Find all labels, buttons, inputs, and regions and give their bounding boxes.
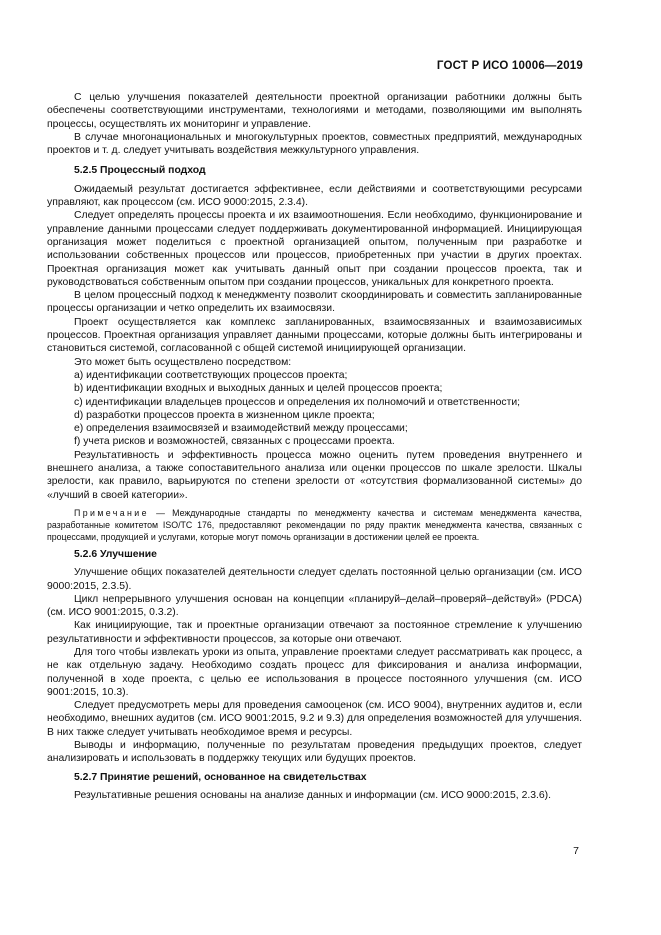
list-item: b) идентификации входных и выходных данных и целей процессов проекта; xyxy=(74,383,443,395)
document-header: ГОСТ Р ИСО 10006—2019 xyxy=(436,60,583,72)
paragraph: С целью улучшения показателей деятельности проектной организации работники должны быть обеспечены соответствующими инструментами, технологиями и методами, позволяющими им выполнять процессы, осуществлять их мониторинг и управление. xyxy=(47,92,582,130)
page-number: 7 xyxy=(573,845,579,857)
paragraph: Как инициирующие, так и проектные организации отвечают за постоянное стремление к улучшению результативности и эффективности процессов, за которые они отвечают. xyxy=(47,620,582,645)
list-item: c) идентификации владельцев процессов и определения их полномочий и ответственности; xyxy=(74,396,521,408)
note-text: — Международные стандарты по менеджменту качества и системам менеджмента качества, разработанные комитетом ISO/TC 176, предоставляют рекомендации по ряду практик менеджмента качества, связанных с процессами, продукцией и услугами, которые могут помочь организации в достижении целей ее проекта. xyxy=(47,507,582,542)
paragraph: Улучшение общих показателей деятельности следует сделать постоянной целью организации (см. ИСО 9000:2015, 2.3.5). xyxy=(47,567,582,592)
paragraph: Выводы и информацию, полученные по результатам проведения предыдущих проектов, следует анализировать и использовать в поддержку текущих или будущих проектов. xyxy=(47,740,582,765)
paragraph: В случае многонациональных и многокультурных проектов, совместных предприятий, международных проектов и т. д. следует учитывать воздействия межкультурного управления. xyxy=(47,131,582,157)
paragraph: Проект осуществляется как комплекс запланированных, взаимосвязанных и взаимозависимых процессов. Проектная организация управляет данными процессами, которые должны быть интегрированы и становиться системой, согласованной с общей системой инициирующей организации. xyxy=(47,316,582,355)
list-item: f) учета рисков и возможностей, связанных с процессами проекта. xyxy=(74,436,395,448)
paragraph: Результативные решения основаны на анализе данных и информации (см. ИСО 9000:2015, 2.3.6). xyxy=(74,789,552,801)
list-item: e) определения взаимосвязей и взаимодействий между процессами; xyxy=(74,423,408,435)
paragraph: Для того чтобы извлекать уроки из опыта, управление проектами следует рассматривать как процесс, а не как отдельную задачу. Необходимо создать процесс для фиксирования и анализа информации, полученной в ходе проекта, с целью ее использования в процессе постоянного улучшения (см. ИСО 9001:2015, 10.3). xyxy=(47,646,582,698)
paragraph: Следует определять процессы проекта и их взаимоотношения. Если необходимо, функционирование и управление данными процессами следует поддерживать документированной информацией. Инициирующая организация может поделиться с проектной организацией опытом, полученным при разработке и использовании собственных процессов или процессов, приобретенных при участии в других проектах. Проектная организация может как учитывать данный опыт при создании процессов проекта, так и руководствоваться собственным опытом при создании процессов, уникальных для конкретного проекта. xyxy=(47,210,582,288)
note-label: Примечание xyxy=(74,507,149,518)
list-item: a) идентификации соответствующих процессов проекта; xyxy=(74,369,348,381)
document-body xyxy=(47,91,582,802)
list-item: d) разработки процессов проекта в жизненном цикле проекта; xyxy=(74,409,375,421)
paragraph: В целом процессный подход к менеджменту позволит скоординировать и совместить запланированные процессы организации и четко определить их взаимосвязи. xyxy=(47,290,582,315)
paragraph: Следует предусмотреть меры для проведения самооценок (см. ИСО 9004), внутренних аудитов и, если необходимо, внешних аудитов (см. ИСО 9001:2015, 9.2 и 9.3) для определения возможностей для улучшения. В них также следует учитывать необходимое время и ресурсы. xyxy=(47,700,582,738)
paragraph: Цикл непрерывного улучшения основан на концепции «планируй–делай–проверяй–действуй» (PDCA) (см. ИСО 9001:2015, 0.3.2). xyxy=(47,593,582,619)
section-heading-5-2-6: 5.2.6 Улучшение xyxy=(74,548,157,560)
paragraph: Это может быть осуществлено посредством: xyxy=(74,356,292,368)
note xyxy=(47,507,582,543)
paragraph: Ожидаемый результат достигается эффективнее, если действиями и соответствующими ресурсами управляют, как процессом (см. ИСО 9000:2015, 2.3.4). xyxy=(47,183,582,209)
section-heading-5-2-7: 5.2.7 Принятие решений, основанное на свидетельствах xyxy=(74,771,367,783)
paragraph: Результативность и эффективность процесса можно оценить путем проведения внутреннего и внешнего анализа, а также сопоставительного анализа или оценки процессов по шкале зрелости. Шкалы зрелости, как правило, варьируются по степени зрелости от «отсутствия формализованной системы» до «лучший в своей категории». xyxy=(47,449,582,501)
section-heading-5-2-5: 5.2.5 Процессный подход xyxy=(74,165,206,177)
